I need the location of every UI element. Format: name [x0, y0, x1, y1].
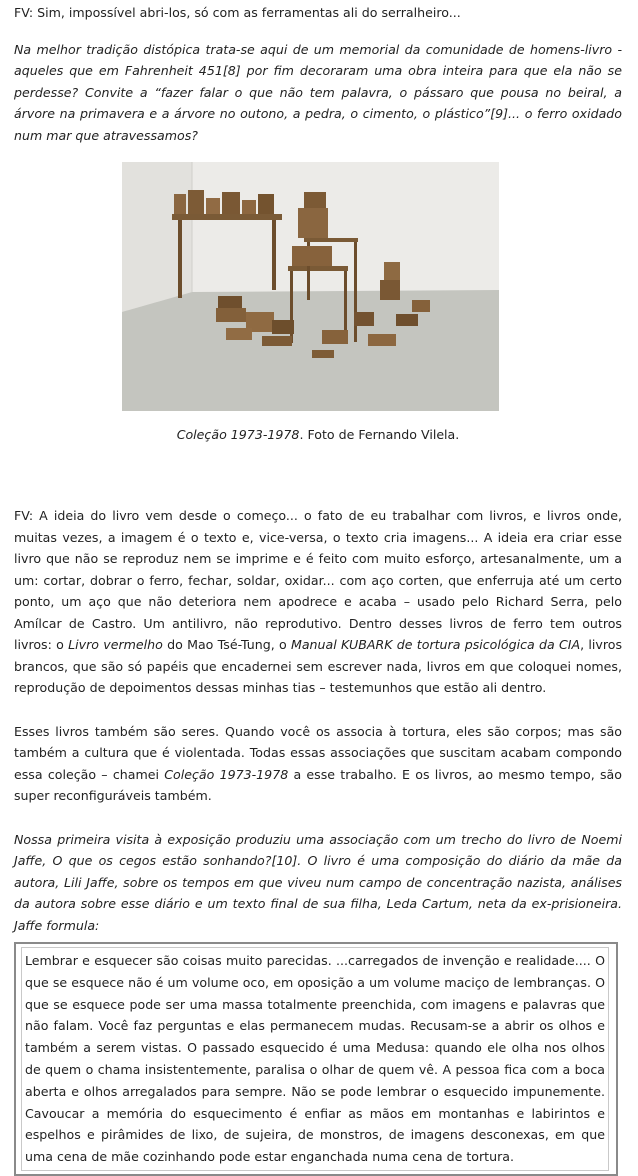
interview-question: Na melhor tradição distópica trata-se aqui de um memorial da comunidade de homens-livro - aqueles que em Fahrenheit 451[8] por fim decoraram uma obra inteira para que ela não se perdesse? Convite a “fazer falar o que não tem palavra, o pássaro que pousa no beiral, a árvore na primavera e a árvore no outono, a pedra, o cimento, o plástico”[9]... o ferro oxidado num mar que atravessamos? — [14, 41, 622, 143]
caption-title: Coleção 1973-1978 — [176, 427, 300, 442]
interview-question-2: Nossa primeira visita à exposição produziu uma associação com um trecho do livro de Noemi Jaffe, O que os cegos estão sonhando?[10]. O livro é uma composição do diário da mãe da autora, Lili Jaffe, sobre os tempos em que viveu num campo de concentração nazista, análises da autora sobre esse diário e um texto final de sua filha, Leda Cartum, neta da ex-prisioneira. Jaffe formula: — [14, 831, 622, 933]
interview-answer-beings: Esses livros também são seres. Quando você os associa à tortura, eles são corpos; mas são também a cultura que é violentada. Todas essas associações que suscitam acabam compondo essa coleção – chamei Coleção 1973-1978 a esse trabalho. E os livros, ao mesmo tempo, são super reconfiguráveis também. — [14, 723, 622, 803]
photo-iron-books-installation — [122, 162, 499, 411]
work-title: Coleção 1973-1978 — [164, 766, 289, 782]
caption-credit: . Foto de Fernando Vilela. — [299, 427, 460, 442]
quote-text: Lembrar e esquecer são coisas muito parecidas. ...carregados de invenção e realidade.... O que se esquece não é um volume oco, em oposição a um volume maciço de lembranças. O que se esquece pode ser uma massa totalmente preenchida, com imagens e palavras que não falam. Você faz perguntas e elas permanecem mudas. Recusam-se a abrir os olhos e também a serem vistas. O passado esquecido é uma Medusa: quando ele olha nos olhos de quem o chama insistentemente, paralisa o olhar de quem vê. A pessoa fica com a boca aberta e olhos arregalados para sempre. Não se pode lembrar o esquecido impunemente. Cavoucar a memória do esquecimento é enfiar as mãos em montanhas e labirintos e espelhos e pirâmides de lixo, de sujeira, de monstros, de imagens desconexas, em que uma cena de mãe cozinhando pode estar enganchada numa cena de tortura. — [21, 947, 609, 1171]
quote-box — [14, 942, 618, 1176]
interview-answer-fv: FV: Sim, impossível abri-los, só com as ferramentas ali do serralheiro... — [14, 5, 461, 20]
figure-caption — [14, 424, 622, 446]
book-title-livro-vermelho: Livro vermelho — [68, 637, 163, 652]
interview-answer-fv-books: FV: A ideia do livro vem desde o começo... o fato de eu trabalhar com livros, e livros onde, muitas vezes, a imagem é o texto e, vice-versa, o texto cria imagens... A ideia era criar esse livro que não se reproduz nem se imprime e é feito com muito esforço, artesanalmente, um a um: cortar, dobrar o ferro, fechar, soldar, oxidar... com aço corten, que enferruja até um certo ponto, um aço que não deteriora nem apodrece e acaba – usado pelo Richard Serra, pelo Amílcar de Castro. Um antilivro, não reprodutivo. Dentro desses livros de ferro tem outros livros: o Livro vermelho do Mao Tsé-Tung, o Manual KUBARK de tortura psicológica da CIA, livros brancos, que são só papéis que encadernei sem escrever nada, livros em que coloquei nomes, reprodução de depoimentos dessas minhas tias – testemunhos que estão ali dentro. — [14, 508, 623, 695]
figure — [14, 162, 622, 462]
book-title-manual-kubark: Manual KUBARK de tortura psicológica da CIA — [290, 637, 581, 652]
spacer — [14, 462, 622, 505]
article — [14, 2, 622, 1176]
installation-photo — [122, 162, 499, 411]
